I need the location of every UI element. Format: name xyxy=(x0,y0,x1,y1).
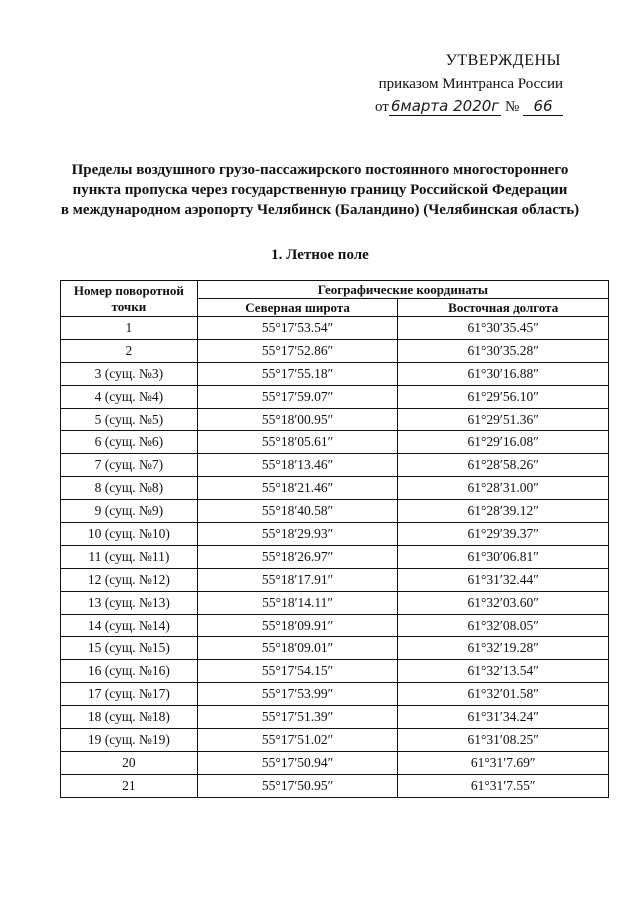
table-row xyxy=(61,683,609,706)
table-row xyxy=(61,408,609,431)
table-row xyxy=(61,362,609,385)
number-prefix: № xyxy=(504,99,520,115)
cell-latitude: 55°17′59.07″ xyxy=(197,385,398,408)
cell-latitude: 55°18′17.91″ xyxy=(197,568,398,591)
cell-longitude: 61°30′16.88″ xyxy=(398,362,609,385)
document-title xyxy=(40,160,600,220)
cell-latitude: 55°18′21.46″ xyxy=(197,477,398,500)
table-row xyxy=(61,454,609,477)
cell-longitude: 61°32′19.28″ xyxy=(398,637,609,660)
cell-longitude: 61°30′35.45″ xyxy=(398,317,609,340)
approved-label: УТВЕРЖДЕНЫ xyxy=(445,52,561,69)
cell-point-number: 6 (сущ. №6) xyxy=(61,431,198,454)
approval-block xyxy=(375,52,563,116)
cell-latitude: 55°18′14.11″ xyxy=(197,591,398,614)
cell-point-number: 21 xyxy=(61,774,198,797)
table-row xyxy=(61,706,609,729)
table-row xyxy=(61,637,609,660)
order-label: приказом Минтранса России xyxy=(378,76,563,92)
cell-longitude: 61°31′08.25″ xyxy=(398,729,609,752)
cell-longitude: 61°32′13.54″ xyxy=(398,660,609,683)
cell-point-number: 2 xyxy=(61,339,198,362)
cell-longitude: 61°28′39.12″ xyxy=(398,500,609,523)
cell-longitude: 61°32′01.58″ xyxy=(398,683,609,706)
cell-longitude: 61°29′51.36″ xyxy=(398,408,609,431)
cell-longitude: 61°28′58.26″ xyxy=(398,454,609,477)
order-date-line xyxy=(375,97,563,116)
cell-longitude: 61°31′32.44″ xyxy=(398,568,609,591)
cell-point-number: 18 (сущ. №18) xyxy=(61,706,198,729)
cell-longitude: 61°32′08.05″ xyxy=(398,614,609,637)
table-row xyxy=(61,523,609,546)
cell-point-number: 5 (сущ. №5) xyxy=(61,408,198,431)
cell-latitude: 55°18′09.01″ xyxy=(197,637,398,660)
cell-point-number: 4 (сущ. №4) xyxy=(61,385,198,408)
cell-point-number: 9 (сущ. №9) xyxy=(61,500,198,523)
cell-longitude: 61°28′31.00″ xyxy=(398,477,609,500)
cell-latitude: 55°17′51.39″ xyxy=(197,706,398,729)
cell-latitude: 55°18′00.95″ xyxy=(197,408,398,431)
cell-longitude: 61°30′06.81″ xyxy=(398,545,609,568)
table-row xyxy=(61,660,609,683)
table-row xyxy=(61,477,609,500)
cell-latitude: 55°18′13.46″ xyxy=(197,454,398,477)
cell-point-number: 1 xyxy=(61,317,198,340)
table-body xyxy=(61,317,609,798)
title-line: пункта пропуска через государственную границу Российской Федерации xyxy=(72,182,568,198)
cell-latitude: 55°17′50.95″ xyxy=(197,774,398,797)
cell-longitude: 61°30′35.28″ xyxy=(398,339,609,362)
cell-longitude: 61°31′34.24″ xyxy=(398,706,609,729)
cell-longitude: 61°31′7.55″ xyxy=(398,774,609,797)
cell-longitude: 61°29′39.37″ xyxy=(398,523,609,546)
cell-latitude: 55°18′09.91″ xyxy=(197,614,398,637)
table-row xyxy=(61,614,609,637)
cell-point-number: 20 xyxy=(61,751,198,774)
cell-latitude: 55°18′29.93″ xyxy=(197,523,398,546)
header-latitude: Северная широта xyxy=(197,299,398,317)
section-title: 1. Летное поле xyxy=(271,247,369,263)
cell-point-number: 16 (сущ. №16) xyxy=(61,660,198,683)
cell-point-number: 14 (сущ. №14) xyxy=(61,614,198,637)
cell-longitude: 61°32′03.60″ xyxy=(398,591,609,614)
table-row xyxy=(61,568,609,591)
table-row xyxy=(61,545,609,568)
coordinates-table xyxy=(60,280,609,798)
cell-point-number: 17 (сущ. №17) xyxy=(61,683,198,706)
cell-point-number: 7 (сущ. №7) xyxy=(61,454,198,477)
cell-latitude: 55°17′54.15″ xyxy=(197,660,398,683)
cell-point-number: 12 (сущ. №12) xyxy=(61,568,198,591)
cell-latitude: 55°17′50.94″ xyxy=(197,751,398,774)
cell-latitude: 55°17′51.02″ xyxy=(197,729,398,752)
cell-latitude: 55°17′52.86″ xyxy=(197,339,398,362)
table-row xyxy=(61,431,609,454)
title-line: Пределы воздушного грузо-пассажирского постоянного многостороннего xyxy=(71,162,569,178)
handwritten-date: 6марта 2020г xyxy=(390,97,500,115)
header-longitude: Восточная долгота xyxy=(398,299,609,317)
cell-point-number: 10 (сущ. №10) xyxy=(61,523,198,546)
cell-latitude: 55°18′26.97″ xyxy=(197,545,398,568)
cell-latitude: 55°17′53.54″ xyxy=(197,317,398,340)
from-prefix: от xyxy=(375,99,389,115)
cell-latitude: 55°17′53.99″ xyxy=(197,683,398,706)
table-row xyxy=(61,385,609,408)
cell-longitude: 61°29′56.10″ xyxy=(398,385,609,408)
header-coordinates: Географические координаты xyxy=(197,281,608,299)
cell-point-number: 19 (сущ. №19) xyxy=(61,729,198,752)
handwritten-number: 66 xyxy=(523,97,563,116)
cell-point-number: 8 (сущ. №8) xyxy=(61,477,198,500)
table-row xyxy=(61,317,609,340)
title-line: в международном аэропорту Челябинск (Баландино) (Челябинская область) xyxy=(60,202,580,218)
cell-latitude: 55°18′40.58″ xyxy=(197,500,398,523)
cell-point-number: 3 (сущ. №3) xyxy=(61,362,198,385)
cell-longitude: 61°31′7.69″ xyxy=(398,751,609,774)
cell-latitude: 55°18′05.61″ xyxy=(197,431,398,454)
table-row xyxy=(61,774,609,797)
cell-point-number: 13 (сущ. №13) xyxy=(61,591,198,614)
table-row xyxy=(61,339,609,362)
table-row xyxy=(61,591,609,614)
table-row xyxy=(61,751,609,774)
table-row xyxy=(61,500,609,523)
cell-point-number: 15 (сущ. №15) xyxy=(61,637,198,660)
cell-longitude: 61°29′16.08″ xyxy=(398,431,609,454)
cell-latitude: 55°17′55.18″ xyxy=(197,362,398,385)
table-row xyxy=(61,729,609,752)
header-point-number: Номер поворотной точки xyxy=(61,281,198,317)
cell-point-number: 11 (сущ. №11) xyxy=(61,545,198,568)
